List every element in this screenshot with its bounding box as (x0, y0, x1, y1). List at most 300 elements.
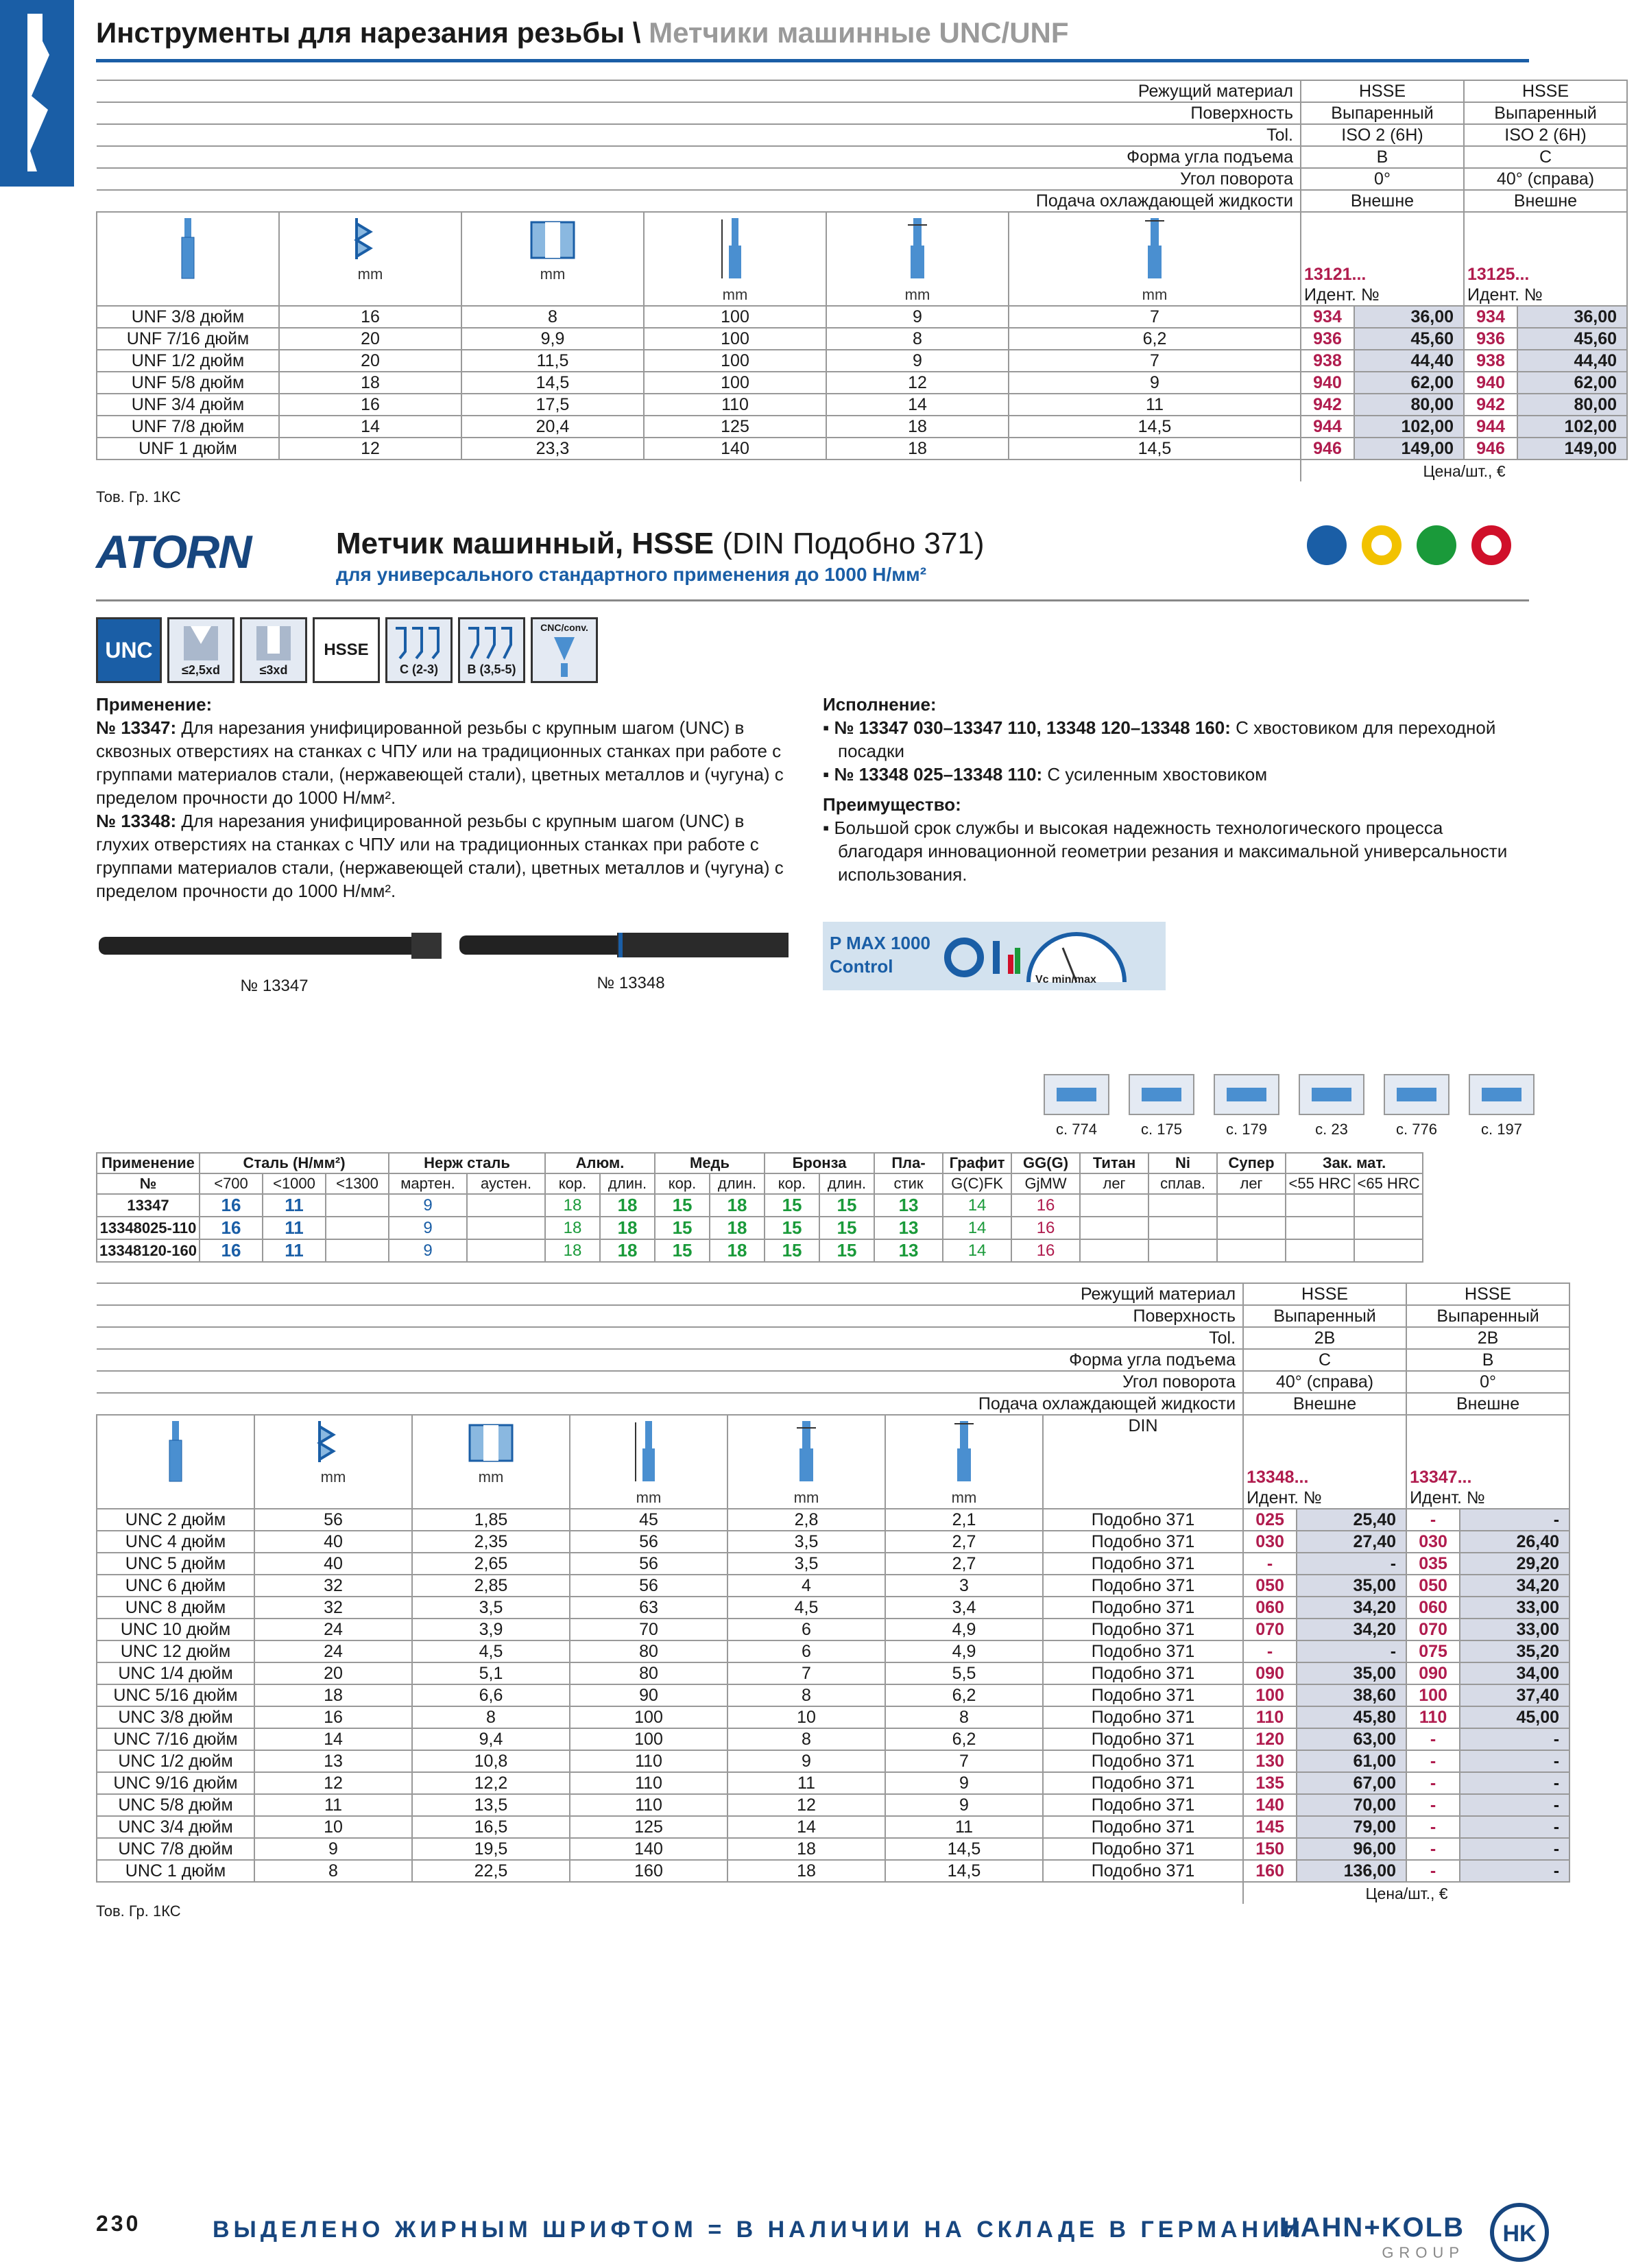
material-cell (467, 1217, 545, 1239)
shank-diameter-icon-2: mm (727, 1415, 885, 1509)
table-cell: - (1406, 1860, 1460, 1882)
material-subheader: кор. (765, 1173, 819, 1194)
material-cell: 9 (389, 1239, 467, 1262)
table-cell: 56 (570, 1553, 727, 1575)
table-cell: UNC 2 дюйм (97, 1509, 254, 1531)
table-cell: UNC 3/8 дюйм (97, 1706, 254, 1728)
tap-icon-2 (97, 1415, 254, 1509)
spec-value-a: Выпаренный (1243, 1305, 1406, 1327)
table-cell: 34,00 (1460, 1662, 1569, 1684)
table-cell: 13 (254, 1750, 412, 1772)
table-cell: 14 (279, 416, 461, 438)
spec-label: Режущий материал (97, 80, 1301, 102)
table-cell: - (1297, 1640, 1406, 1662)
table-row (97, 1684, 1569, 1706)
material-cell (1286, 1194, 1354, 1217)
table-cell: 938 (1301, 350, 1354, 372)
table-row (97, 1619, 1569, 1640)
shank-diameter-icon: mm (826, 212, 1009, 306)
table-cell: UNF 3/4 дюйм (97, 394, 279, 416)
table-row (97, 1706, 1569, 1728)
table-cell: UNC 1/4 дюйм (97, 1662, 254, 1684)
table-cell: 100 (644, 306, 826, 328)
material-cell: 16 (200, 1194, 263, 1217)
price-note: Цена/шт., € (1301, 459, 1627, 481)
application-heading: Применение: (96, 694, 213, 715)
material-cell (1286, 1217, 1354, 1239)
table-cell: 35,00 (1297, 1575, 1406, 1597)
spec-value-a: 2B (1243, 1327, 1406, 1349)
table-cell: 140 (570, 1838, 727, 1860)
material-cell: 11 (263, 1194, 326, 1217)
table-row (97, 1597, 1569, 1619)
spec-value-a: 40° (справа) (1243, 1371, 1406, 1393)
spec-label: Поверхность (97, 102, 1301, 124)
table-cell: 070 (1243, 1619, 1297, 1640)
chamfer-c-badge: C (2-3) (385, 617, 453, 683)
material-subheader: <700 (200, 1173, 263, 1194)
table-cell: 23,3 (461, 438, 644, 459)
table-cell: 12,2 (412, 1772, 570, 1794)
table-cell: Подобно 371 (1043, 1728, 1243, 1750)
spec-row (97, 190, 1627, 212)
table-cell: UNF 7/16 дюйм (97, 328, 279, 350)
table-cell: 102,00 (1517, 416, 1627, 438)
material-cell (1354, 1217, 1423, 1239)
blind-hole-icon (250, 623, 298, 663)
spec-label: Tol. (97, 1327, 1243, 1349)
spec-value-a: Внешне (1243, 1393, 1406, 1415)
table-cell: 936 (1464, 328, 1517, 350)
table-cell: 150 (1243, 1838, 1297, 1860)
material-subheader: GjMW (1011, 1173, 1080, 1194)
spec-row (97, 1349, 1569, 1371)
spec-label: Форма угла подъема (97, 1349, 1243, 1371)
table-row (97, 328, 1627, 350)
spec-value-b: Внешне (1406, 1393, 1569, 1415)
material-cell (1354, 1239, 1423, 1262)
table-cell: - (1460, 1750, 1569, 1772)
table-cell: 19,5 (412, 1838, 570, 1860)
table-cell: 44,40 (1354, 350, 1464, 372)
table-cell: - (1406, 1794, 1460, 1816)
table-cell: 946 (1301, 438, 1354, 459)
table-cell: 6 (727, 1640, 885, 1662)
material-cell (1217, 1194, 1286, 1217)
brand-logo: ATORN (96, 526, 251, 578)
table-cell: 56 (570, 1531, 727, 1553)
table-cell: 3,5 (727, 1553, 885, 1575)
table-cell: 125 (570, 1816, 727, 1838)
spec-row (97, 1393, 1569, 1415)
table-cell: 100 (1243, 1684, 1297, 1706)
material-cell (1148, 1194, 1217, 1217)
pmax-badge (823, 922, 1166, 990)
material-header: Зак. мат. (1286, 1153, 1423, 1173)
reference-item[interactable] (1129, 1074, 1194, 1138)
table-cell: 22,5 (412, 1860, 570, 1882)
table-cell: 130 (1243, 1750, 1297, 1772)
table-cell: 36,00 (1517, 306, 1627, 328)
material-header-row (97, 1153, 1423, 1173)
blind-hole-badge: ≤3xd (240, 617, 307, 683)
material-subheader: кор. (545, 1173, 600, 1194)
table-cell: 14,5 (885, 1860, 1043, 1882)
header-rule (96, 59, 1529, 62)
application-13348: № 13348: Для нарезания унифицированной резьбы с крупным шагом (UNC) в глухих отверстиях на станках с ЧПУ или на традиционных станках при работе с группами материалов стали, (нержавеющей стали), цветных металлов и (чугуна) с пределом прочности до 1000 Н/мм². (96, 811, 784, 901)
material-cell: 16 (1011, 1194, 1080, 1217)
material-cell (467, 1239, 545, 1262)
spec-value-b: HSSE (1464, 80, 1627, 102)
table-cell: UNC 1 дюйм (97, 1860, 254, 1882)
spec-value-a: ISO 2 (6H) (1301, 124, 1464, 146)
material-header: Нерж сталь (389, 1153, 545, 1173)
product-group-2: Тов. Гр. 1КС (96, 1902, 181, 1920)
table-cell: 18 (279, 372, 461, 394)
table-cell: 18 (727, 1860, 885, 1882)
tap-icon (97, 212, 279, 306)
material-subheader: <1300 (326, 1173, 389, 1194)
table-cell: 4 (727, 1575, 885, 1597)
table-cell: 16 (279, 306, 461, 328)
table-cell: 8 (727, 1728, 885, 1750)
table-row (97, 1553, 1569, 1575)
unf-table (96, 80, 1628, 481)
tap-images (96, 926, 809, 967)
hk-logo-icon (1485, 2201, 1554, 2263)
reference-icon (1044, 1074, 1109, 1115)
material-subheader: длин. (600, 1173, 655, 1194)
reference-item[interactable] (1469, 1074, 1535, 1138)
table-cell: 100 (644, 328, 826, 350)
product-title: Метчик машинный, HSSE (DIN Подобно 371) (336, 527, 985, 560)
table-cell: - (1406, 1728, 1460, 1750)
table-cell: 18 (826, 416, 1009, 438)
table-cell: UNF 1/2 дюйм (97, 350, 279, 372)
stock-note: ВЫДЕЛЕНО ЖИРНЫМ ШРИФТОМ = В НАЛИЧИИ НА СКЛАДЕ В ГЕРМАНИИ (213, 2217, 1305, 2243)
table-cell: - (1460, 1794, 1569, 1816)
table-cell: 10 (727, 1706, 885, 1728)
table-cell: 9 (826, 306, 1009, 328)
spec-label: Подача охлаждающей жидкости (97, 190, 1301, 212)
material-cell (1080, 1217, 1148, 1239)
material-cell: 16 (200, 1217, 263, 1239)
table-cell: 11 (1009, 394, 1301, 416)
table-row (97, 1750, 1569, 1772)
material-cell (326, 1239, 389, 1262)
material-table (96, 1152, 1423, 1263)
table-cell: 4,5 (727, 1597, 885, 1619)
spec-label: Угол поворота (97, 1371, 1243, 1393)
section-tab (0, 0, 74, 187)
material-cell: 15 (655, 1239, 710, 1262)
material-dots (1307, 525, 1511, 565)
table-cell: 8 (461, 306, 644, 328)
table-cell: 24 (254, 1640, 412, 1662)
table-cell: UNF 1 дюйм (97, 438, 279, 459)
table-cell: 35,20 (1460, 1640, 1569, 1662)
spec-value-b: Выпаренный (1464, 102, 1627, 124)
table-cell: 24 (254, 1619, 412, 1640)
material-cell (467, 1194, 545, 1217)
table-cell: 14,5 (1009, 438, 1301, 459)
ident-a: 13121... Идент. № (1301, 212, 1464, 306)
table-cell: UNC 5/16 дюйм (97, 1684, 254, 1706)
table-cell: 32 (254, 1597, 412, 1619)
table-cell: UNC 5/8 дюйм (97, 1794, 254, 1816)
table-cell: 44,40 (1517, 350, 1627, 372)
table-cell: 1,85 (412, 1509, 570, 1531)
material-cell: 15 (765, 1194, 819, 1217)
pmax-line2: Control (830, 956, 893, 977)
table-cell: 6,2 (885, 1728, 1043, 1750)
footer-group: GROUP (1382, 2244, 1465, 2261)
drill-icon (0, 0, 74, 187)
material-cell: 18 (710, 1194, 765, 1217)
table-cell: UNC 7/16 дюйм (97, 1728, 254, 1750)
table-cell: UNC 10 дюйм (97, 1619, 254, 1640)
table-cell: 3,5 (412, 1597, 570, 1619)
table-cell: 12 (279, 438, 461, 459)
material-subheader: № (97, 1173, 200, 1194)
material-header: Графит (943, 1153, 1011, 1173)
table-cell: Подобно 371 (1043, 1531, 1243, 1553)
table-cell: 160 (570, 1860, 727, 1882)
price-note-2: Цена/шт., € (1243, 1882, 1569, 1904)
table-cell: 9,4 (412, 1728, 570, 1750)
reference-page: с. 23 (1315, 1121, 1348, 1138)
table-cell: 33,00 (1460, 1619, 1569, 1640)
material-subheader: <65 HRC (1354, 1173, 1423, 1194)
spec-value-b: Выпаренный (1406, 1305, 1569, 1327)
table-cell: 56 (254, 1509, 412, 1531)
table-row (97, 1794, 1569, 1816)
material-subheader: длин. (710, 1173, 765, 1194)
table-cell: 9 (885, 1794, 1043, 1816)
table-cell: Подобно 371 (1043, 1750, 1243, 1772)
spec-value-a: 0° (1301, 168, 1464, 190)
chamfer-b-icon (464, 624, 519, 663)
table-cell: 40 (254, 1553, 412, 1575)
table-cell: 9 (885, 1772, 1043, 1794)
material-cell (326, 1217, 389, 1239)
table-cell: 035 (1406, 1553, 1460, 1575)
table-cell: 8 (412, 1706, 570, 1728)
table-cell: 20 (279, 350, 461, 372)
material-cell: 13348025-110 (97, 1217, 200, 1239)
spec-value-b: C (1464, 146, 1627, 168)
table-row (97, 438, 1627, 459)
material-cell: 18 (600, 1217, 655, 1239)
svg-text:HK: HK (1502, 2221, 1537, 2247)
table-cell: 14,5 (461, 372, 644, 394)
table-cell: Подобно 371 (1043, 1816, 1243, 1838)
table-cell: 36,00 (1354, 306, 1464, 328)
table-cell: 33,00 (1460, 1597, 1569, 1619)
material-row (97, 1217, 1423, 1239)
reference-item[interactable] (1384, 1074, 1449, 1138)
spec-row (97, 168, 1627, 190)
page-number: 230 (96, 2211, 141, 2236)
table-cell: - (1243, 1553, 1297, 1575)
table-cell: UNC 8 дюйм (97, 1597, 254, 1619)
material-subheader-row (97, 1173, 1423, 1194)
table-cell: 4,5 (412, 1640, 570, 1662)
material-header: Медь (655, 1153, 765, 1173)
spec-label: Поверхность (97, 1305, 1243, 1327)
table-cell: 030 (1243, 1531, 1297, 1553)
material-cell: 18 (710, 1239, 765, 1262)
table-cell: 100 (570, 1728, 727, 1750)
table-cell: 100 (644, 350, 826, 372)
table-cell: 96,00 (1297, 1838, 1406, 1860)
table-cell: 3,4 (885, 1597, 1043, 1619)
reference-item[interactable] (1214, 1074, 1279, 1138)
material-cell: 18 (545, 1217, 600, 1239)
table-cell: - (1406, 1838, 1460, 1860)
steel-dot (1307, 525, 1347, 565)
material-cell: 15 (819, 1217, 874, 1239)
material-subheader: стик (874, 1173, 943, 1194)
table-cell: 6,6 (412, 1684, 570, 1706)
spec-row (97, 80, 1627, 102)
material-cell: 16 (1011, 1239, 1080, 1262)
table-cell: 45 (570, 1509, 727, 1531)
table-cell: 135 (1243, 1772, 1297, 1794)
table-cell: 32 (254, 1575, 412, 1597)
application-13347: № 13347: Для нарезания унифицированной резьбы с крупным шагом (UNC) в сквозных отверстиях на станках с ЧПУ или на традиционных станках при работе с группами материалов стали, (нержавеющей стали), цветных металлов и (чугуна) с пределом прочности до 1000 Н/мм². (96, 717, 784, 808)
caption-13348: № 13348 (597, 974, 665, 992)
table-cell: 2,8 (727, 1509, 885, 1531)
icon-header-row (97, 212, 1627, 306)
table-cell: 8 (826, 328, 1009, 350)
footer-brand: HAHN+KOLB (1279, 2212, 1465, 2243)
table-cell: 2,85 (412, 1575, 570, 1597)
table-cell: 140 (644, 438, 826, 459)
table-cell: 26,40 (1460, 1531, 1569, 1553)
table-cell: UNF 3/8 дюйм (97, 306, 279, 328)
table-cell: 100 (570, 1706, 727, 1728)
material-cell: 16 (1011, 1217, 1080, 1239)
header-subtitle: Метчики машинные UNC/UNF (649, 16, 1069, 49)
table-cell: UNC 7/8 дюйм (97, 1838, 254, 1860)
table-cell: 18 (826, 438, 1009, 459)
material-cell (1217, 1239, 1286, 1262)
table-cell: - (1460, 1509, 1569, 1531)
table-cell: 80 (570, 1640, 727, 1662)
table-row (97, 1772, 1569, 1794)
material-cell: 15 (819, 1194, 874, 1217)
table-cell: 3 (885, 1575, 1043, 1597)
spec-value-a: C (1243, 1349, 1406, 1371)
table-cell: 8 (727, 1684, 885, 1706)
table-row (97, 1728, 1569, 1750)
material-cell (1354, 1194, 1423, 1217)
table-cell: - (1406, 1816, 1460, 1838)
table-cell: 3,9 (412, 1619, 570, 1640)
table-cell: 102,00 (1354, 416, 1464, 438)
chamfer-c-icon (392, 624, 446, 663)
table-cell: 45,60 (1517, 328, 1627, 350)
table-cell: 100 (1406, 1684, 1460, 1706)
table-cell: 7 (727, 1662, 885, 1684)
table-cell: Подобно 371 (1043, 1597, 1243, 1619)
table-cell: 6,2 (1009, 328, 1301, 350)
table-cell: 946 (1464, 438, 1517, 459)
table-cell: 075 (1406, 1640, 1460, 1662)
reference-item[interactable] (1044, 1074, 1109, 1138)
table-cell: 070 (1406, 1619, 1460, 1640)
table-cell: 45,80 (1297, 1706, 1406, 1728)
material-header: Супер (1217, 1153, 1286, 1173)
badge-row (96, 617, 598, 683)
spec-label: Tol. (97, 124, 1301, 146)
table-cell: 13,5 (412, 1794, 570, 1816)
spec-value-a: HSSE (1301, 80, 1464, 102)
table-cell: 6 (727, 1619, 885, 1640)
table-cell: - (1460, 1838, 1569, 1860)
material-cell: 13 (874, 1217, 943, 1239)
material-header: Алюм. (545, 1153, 655, 1173)
table-cell: - (1243, 1640, 1297, 1662)
spec-value-b: Внешне (1464, 190, 1627, 212)
table-cell: UNC 4 дюйм (97, 1531, 254, 1553)
table-cell: 12 (727, 1794, 885, 1816)
header-separator: \ (625, 16, 649, 49)
table-cell: 060 (1406, 1597, 1460, 1619)
execution-section (823, 693, 1529, 886)
material-cell: 15 (765, 1239, 819, 1262)
table-cell: 6,2 (885, 1684, 1043, 1706)
table-cell: UNF 7/8 дюйм (97, 416, 279, 438)
table-cell: 35,00 (1297, 1662, 1406, 1684)
execution-item-1: ▪ № 13347 030–13347 110, 13348 120–13348 160: С хвостовиком для переходной посадки (823, 717, 1496, 761)
table-cell: 45,60 (1354, 328, 1464, 350)
spec-row (97, 1305, 1569, 1327)
table-cell: 938 (1464, 350, 1517, 372)
table-cell: UNC 1/2 дюйм (97, 1750, 254, 1772)
table-cell: 025 (1243, 1509, 1297, 1531)
table-cell: Подобно 371 (1043, 1706, 1243, 1728)
material-cell: 15 (819, 1239, 874, 1262)
square-size-icon: mm (1009, 212, 1301, 306)
material-subheader: длин. (819, 1173, 874, 1194)
table-cell: 934 (1301, 306, 1354, 328)
table-cell: 9 (727, 1750, 885, 1772)
table-cell: 10 (254, 1816, 412, 1838)
table-cell: 20 (254, 1662, 412, 1684)
reference-icon (1214, 1074, 1279, 1115)
spec-row (97, 1371, 1569, 1393)
reference-page: с. 175 (1141, 1121, 1182, 1138)
material-cell: 13 (874, 1194, 943, 1217)
table-cell: 942 (1464, 394, 1517, 416)
material-header: Титан (1080, 1153, 1148, 1173)
caption-13347: № 13347 (240, 977, 309, 995)
table-cell: 3,5 (727, 1531, 885, 1553)
table-cell: 45,00 (1460, 1706, 1569, 1728)
material-cell: 18 (545, 1239, 600, 1262)
through-hole-badge: ≤2,5xd (167, 617, 234, 683)
product-subtitle: для универсального стандартного применения до 1000 Н/мм² (336, 564, 927, 585)
table-cell: 125 (644, 416, 826, 438)
table-cell: 9 (826, 350, 1009, 372)
reference-item[interactable] (1299, 1074, 1364, 1138)
reference-icon (1299, 1074, 1364, 1115)
table-cell: 16 (254, 1706, 412, 1728)
table-cell: 110 (570, 1794, 727, 1816)
table-cell: 17,5 (461, 394, 644, 416)
